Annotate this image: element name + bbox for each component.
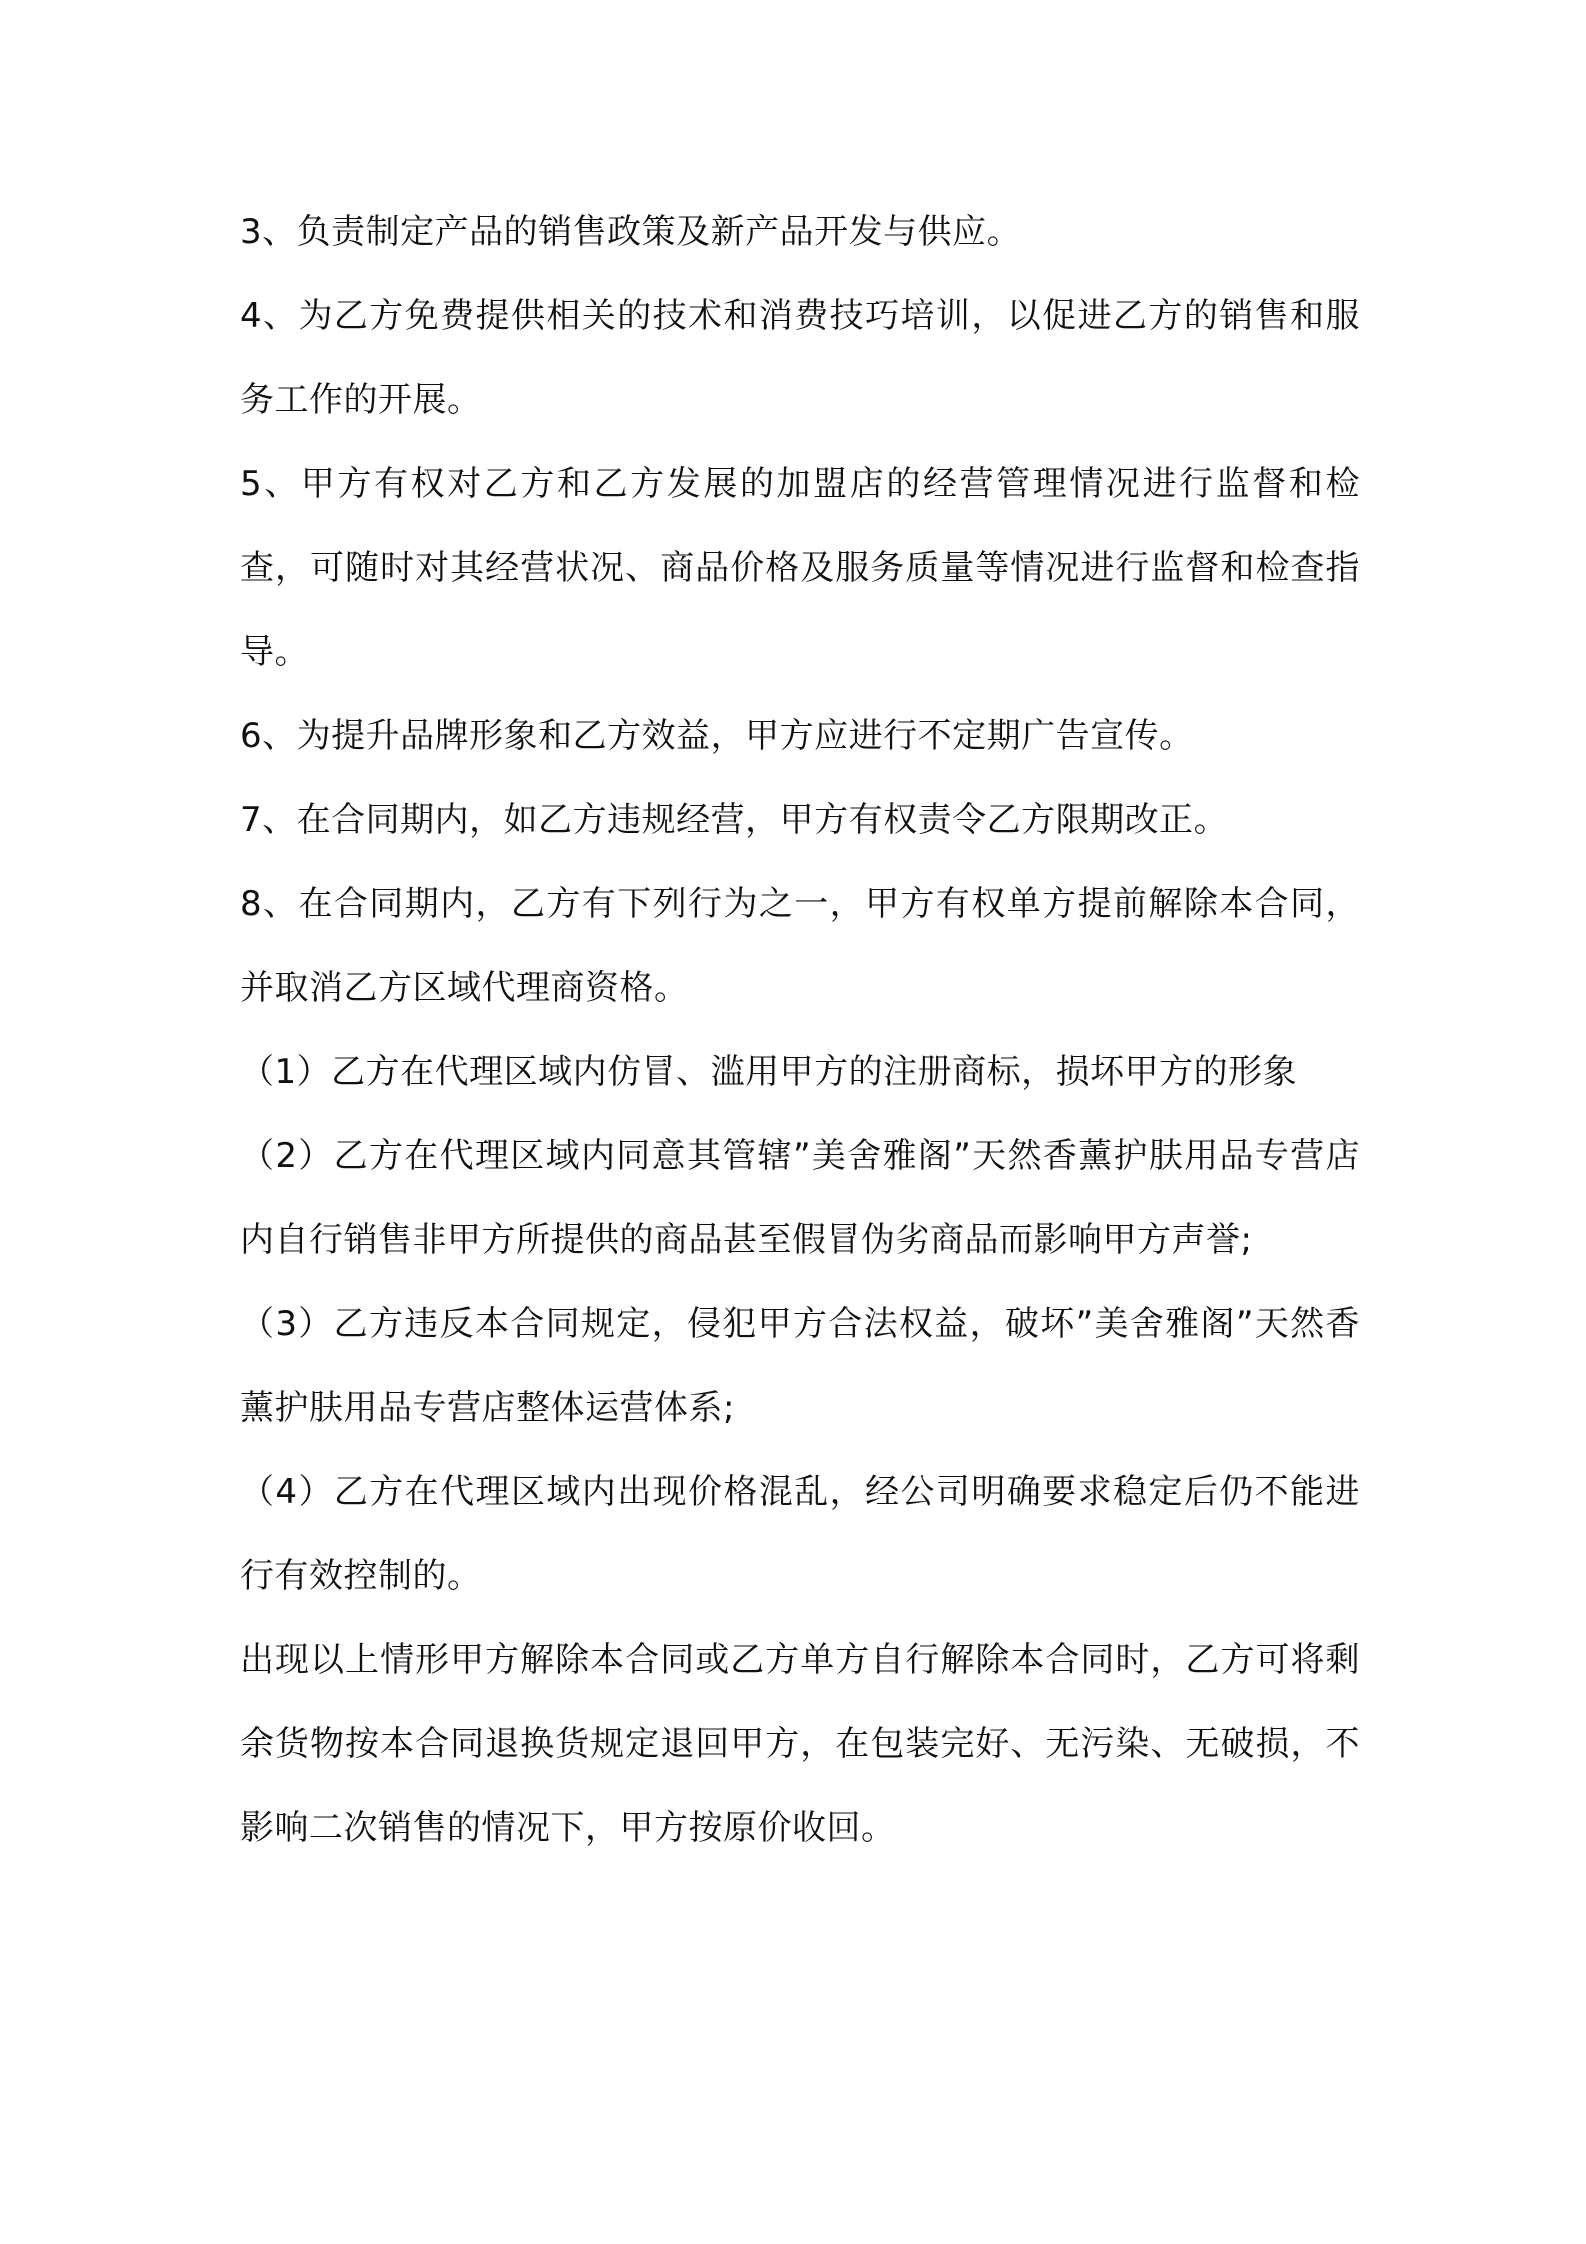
closing-paragraph: 出现以上情形甲方解除本合同或乙方单方自行解除本合同时，乙方可将剩余货物按本合同退换货规定退回甲方，在包装完好、无污染、无破损，不影响二次销售的情况下，甲方按原价收回。	[240, 1640, 1360, 1848]
clause-8-item-3: （3）乙方违反本合同规定，侵犯甲方合法权益，破坏”美舍雅阁”天然香薰护肤用品专营店整体运营体系;	[240, 1304, 1360, 1428]
clause-8: 8、在合同期内，乙方有下列行为之一，甲方有权单方提前解除本合同，并取消乙方区域代理商资格。	[240, 884, 1360, 1008]
clause-8-item-2: （2）乙方在代理区域内同意其管辖”美舍雅阁”天然香薰护肤用品专营店内自行销售非甲方所提供的商品甚至假冒伪劣商品而影响甲方声誉;	[240, 1136, 1360, 1260]
clause-7: 7、在合同期内，如乙方违规经营，甲方有权责令乙方限期改正。	[240, 800, 1229, 840]
clause-8-item-4: （4）乙方在代理区域内出现价格混乱，经公司明确要求稳定后仍不能进行有效控制的。	[240, 1472, 1360, 1596]
clause-3: 3、负责制定产品的销售政策及新产品开发与供应。	[240, 212, 1022, 252]
clause-6: 6、为提升品牌形象和乙方效益，甲方应进行不定期广告宣传。	[240, 716, 1194, 756]
clause-4: 4、为乙方免费提供相关的技术和消费技巧培训，以促进乙方的销售和服务工作的开展。	[240, 296, 1360, 420]
clause-8-item-1: （1）乙方在代理区域内仿冒、滥用甲方的注册商标，损坏甲方的形象	[240, 1052, 1298, 1092]
document-body	[240, 190, 1360, 1870]
clause-5: 5、甲方有权对乙方和乙方发展的加盟店的经营管理情况进行监督和检查，可随时对其经营状况、商品价格及服务质量等情况进行监督和检查指导。	[240, 464, 1360, 672]
